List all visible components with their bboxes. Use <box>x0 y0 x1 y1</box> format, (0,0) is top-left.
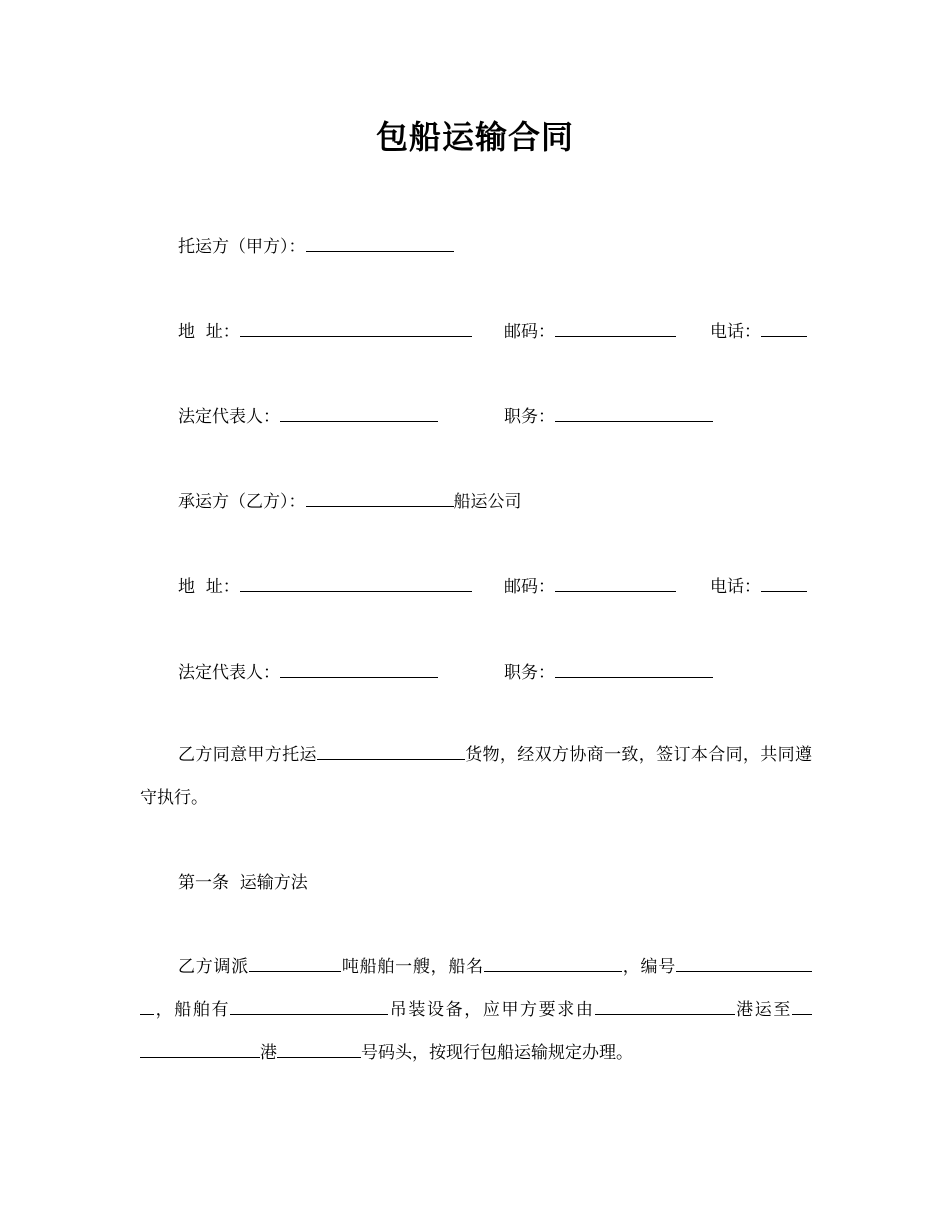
carrier-address-blank[interactable] <box>240 574 472 592</box>
destination-port-blank[interactable] <box>792 998 812 1015</box>
article1-text-6: 港运至 <box>734 1000 793 1020</box>
carrier-name-blank[interactable] <box>306 489 454 507</box>
origin-port-blank[interactable] <box>595 998 735 1015</box>
carrier-address-label: 地 址： <box>178 577 240 597</box>
carrier-postcode-line <box>504 574 676 598</box>
carrier-position-line <box>504 660 713 684</box>
shipper-rep-label: 法定代表人： <box>178 407 280 427</box>
dock-number-blank[interactable] <box>277 1041 361 1058</box>
carrier-line <box>178 489 522 513</box>
shipper-position-label: 职务： <box>504 407 555 427</box>
article1-paragraph <box>140 946 812 1075</box>
ship-number-blank-cont[interactable] <box>140 998 154 1015</box>
shipper-line <box>178 234 454 258</box>
article1-text-7: 港 <box>260 1043 277 1063</box>
carrier-postcode-blank[interactable] <box>555 574 676 592</box>
ship-number-blank[interactable] <box>676 955 812 972</box>
shipper-rep-line <box>178 404 438 428</box>
goods-blank[interactable] <box>317 743 465 760</box>
carrier-position-blank[interactable] <box>555 660 713 678</box>
shipper-address-line <box>178 319 472 343</box>
ship-name-blank[interactable] <box>484 955 622 972</box>
shipper-address-label: 地 址： <box>178 322 240 342</box>
shipper-position-line <box>504 404 713 428</box>
shipper-postcode-label: 邮码： <box>504 322 555 342</box>
article1-text-3: ，编号 <box>621 957 677 977</box>
carrier-rep-line <box>178 660 438 684</box>
shipper-phone-blank[interactable] <box>761 319 807 337</box>
carrier-suffix: 船运公司 <box>453 492 522 512</box>
shipper-name-blank[interactable] <box>306 234 454 252</box>
article1-text-5: 吊装设备，应甲方要求由 <box>388 1000 595 1020</box>
carrier-phone-label: 电话： <box>710 577 761 597</box>
article1-heading: 第一条 运输方法 <box>178 873 308 893</box>
intro-part2: 货物，经双方协商一致，签订本合同，共同遵守执行。 <box>140 745 813 808</box>
tonnage-blank[interactable] <box>249 955 341 972</box>
shipper-phone-label: 电话： <box>710 322 761 342</box>
article1-text-1: 乙方调派 <box>178 957 250 977</box>
carrier-phone-line <box>710 574 807 598</box>
article1-text-4: ，船舶有 <box>154 1000 231 1020</box>
shipper-address-blank[interactable] <box>240 319 472 337</box>
document-title: 包船运输合同 <box>375 118 574 156</box>
lifting-equipment-blank[interactable] <box>230 998 388 1015</box>
shipper-rep-blank[interactable] <box>280 404 438 422</box>
carrier-address-line <box>178 574 472 598</box>
shipper-phone-line <box>710 319 807 343</box>
carrier-phone-blank[interactable] <box>761 574 807 592</box>
shipper-postcode-blank[interactable] <box>555 319 676 337</box>
destination-port-blank-cont[interactable] <box>140 1041 260 1058</box>
carrier-rep-label: 法定代表人： <box>178 663 280 683</box>
carrier-rep-blank[interactable] <box>280 660 438 678</box>
carrier-position-label: 职务： <box>504 663 555 683</box>
carrier-label: 承运方（乙方）： <box>178 492 306 512</box>
article1-text-2: 吨船舶一艘，船名 <box>341 957 484 977</box>
intro-part1: 乙方同意甲方托运 <box>178 745 317 765</box>
shipper-position-blank[interactable] <box>555 404 713 422</box>
carrier-postcode-label: 邮码： <box>504 577 555 597</box>
article1-text-8: 号码头，按现行包船运输规定办理。 <box>361 1043 633 1063</box>
shipper-postcode-line <box>504 319 676 343</box>
shipper-label: 托运方（甲方）： <box>178 237 306 257</box>
intro-paragraph <box>140 734 812 820</box>
